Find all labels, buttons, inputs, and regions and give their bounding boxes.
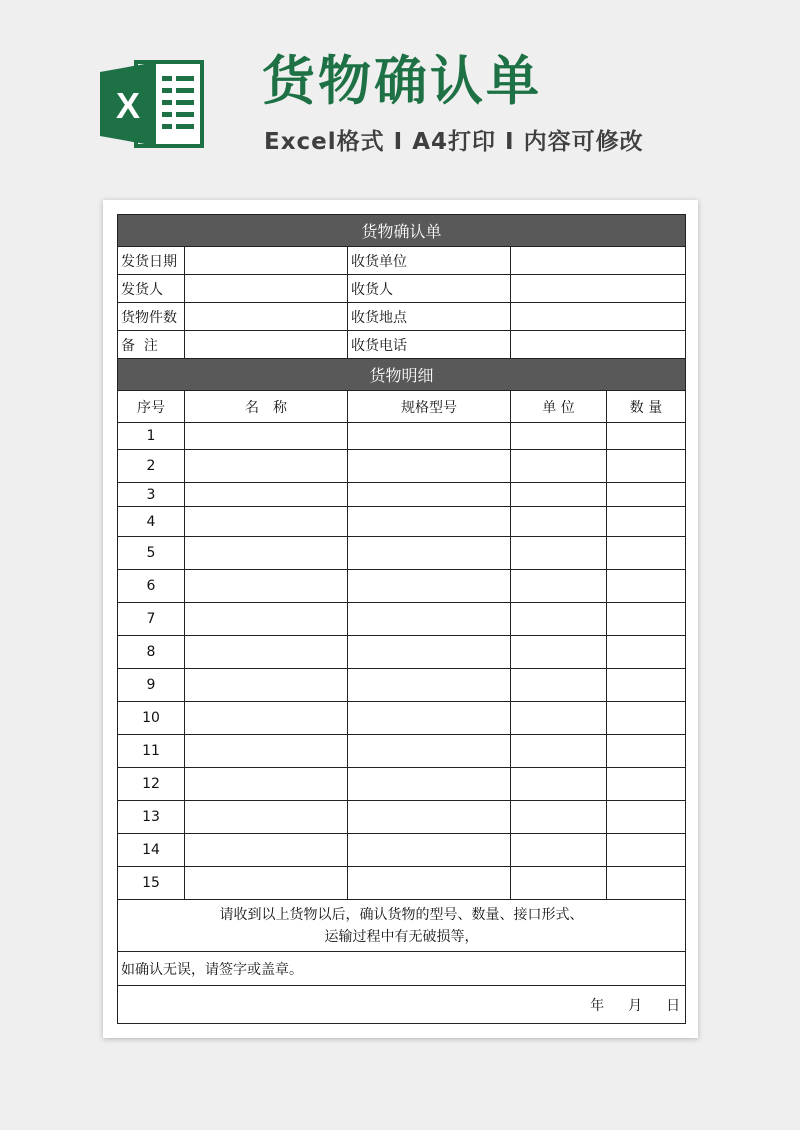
column-header-index: 序号 [118, 391, 185, 423]
item-spec-cell[interactable] [348, 423, 511, 450]
table-row [118, 735, 686, 768]
confirm-row [118, 952, 686, 986]
column-header-row [118, 391, 686, 423]
field-label-item-count: 货物件数 [118, 303, 185, 331]
excel-logo-letter: X [115, 85, 141, 126]
row-number: 3 [118, 483, 185, 507]
item-unit-cell[interactable] [511, 867, 607, 900]
item-name-cell[interactable] [185, 636, 348, 669]
field-value-item-count[interactable] [185, 303, 348, 331]
form-title-row [118, 215, 686, 247]
item-quantity-cell[interactable] [607, 669, 686, 702]
item-spec-cell[interactable] [348, 450, 511, 483]
row-number: 5 [118, 537, 185, 570]
item-spec-cell[interactable] [348, 834, 511, 867]
row-number: 13 [118, 801, 185, 834]
item-name-cell[interactable] [185, 570, 348, 603]
item-unit-cell[interactable] [511, 768, 607, 801]
item-name-cell[interactable] [185, 507, 348, 537]
item-spec-cell[interactable] [348, 867, 511, 900]
item-unit-cell[interactable] [511, 570, 607, 603]
item-quantity-cell[interactable] [607, 834, 686, 867]
page-subtitle: Excel格式 I A4打印 I 内容可修改 [264, 129, 644, 155]
item-unit-cell[interactable] [511, 735, 607, 768]
field-label-receiving-phone: 收货电话 [348, 331, 511, 359]
row-number: 10 [118, 702, 185, 735]
item-name-cell[interactable] [185, 603, 348, 636]
item-quantity-cell[interactable] [607, 867, 686, 900]
note-line-1: 请收到以上货物以后，确认货物的型号、数量、接口形式、 [219, 906, 584, 923]
field-label-remarks: 备 注 [118, 331, 185, 359]
item-quantity-cell[interactable] [607, 507, 686, 537]
table-row [118, 570, 686, 603]
item-spec-cell[interactable] [348, 702, 511, 735]
field-value-remarks[interactable] [185, 331, 348, 359]
table-row [118, 537, 686, 570]
field-value-receiving-address[interactable] [511, 303, 686, 331]
item-spec-cell[interactable] [348, 570, 511, 603]
field-row [118, 303, 686, 331]
item-spec-cell[interactable] [348, 483, 511, 507]
table-row [118, 507, 686, 537]
row-number: 12 [118, 768, 185, 801]
item-quantity-cell[interactable] [607, 603, 686, 636]
item-quantity-cell[interactable] [607, 735, 686, 768]
table-row [118, 867, 686, 900]
detail-rows [118, 423, 686, 900]
table-row [118, 702, 686, 735]
column-header-unit: 单 位 [511, 391, 607, 423]
item-unit-cell[interactable] [511, 450, 607, 483]
item-unit-cell[interactable] [511, 834, 607, 867]
date-row[interactable] [118, 986, 686, 1024]
row-number: 11 [118, 735, 185, 768]
row-number: 1 [118, 423, 185, 450]
field-row [118, 275, 686, 303]
item-quantity-cell[interactable] [607, 483, 686, 507]
item-unit-cell[interactable] [511, 801, 607, 834]
field-label-receiving-unit: 收货单位 [348, 247, 511, 275]
item-name-cell[interactable] [185, 669, 348, 702]
item-spec-cell[interactable] [348, 603, 511, 636]
item-unit-cell[interactable] [511, 702, 607, 735]
row-number: 15 [118, 867, 185, 900]
date-month: 月 [628, 997, 643, 1014]
item-name-cell[interactable] [185, 537, 348, 570]
field-row [118, 331, 686, 359]
confirmation-note [118, 900, 686, 952]
page-title: 货物确认单 [262, 51, 542, 112]
field-value-ship-date[interactable] [185, 247, 348, 275]
excel-logo-icon [100, 58, 204, 150]
field-label-ship-date: 发货日期 [118, 247, 185, 275]
table-row [118, 423, 686, 450]
field-value-receiver[interactable] [511, 275, 686, 303]
detail-title: 货物明细 [118, 359, 686, 391]
table-row [118, 483, 686, 507]
row-number: 9 [118, 669, 185, 702]
item-name-cell[interactable] [185, 768, 348, 801]
row-number: 6 [118, 570, 185, 603]
item-name-cell[interactable] [185, 801, 348, 834]
item-unit-cell[interactable] [511, 603, 607, 636]
column-header-quantity: 数 量 [607, 391, 686, 423]
column-header-name: 名 称 [185, 391, 348, 423]
column-header-spec: 规格型号 [348, 391, 511, 423]
item-quantity-cell[interactable] [607, 801, 686, 834]
item-name-cell[interactable] [185, 423, 348, 450]
table-row [118, 603, 686, 636]
item-name-cell[interactable] [185, 702, 348, 735]
table-row [118, 801, 686, 834]
row-number: 14 [118, 834, 185, 867]
item-spec-cell[interactable] [348, 669, 511, 702]
item-quantity-cell[interactable] [607, 537, 686, 570]
date-year: 年 [590, 997, 605, 1014]
item-spec-cell[interactable] [348, 801, 511, 834]
row-number: 4 [118, 507, 185, 537]
form-sheet [103, 200, 698, 1038]
row-number: 8 [118, 636, 185, 669]
field-value-receiving-unit[interactable] [511, 247, 686, 275]
item-spec-cell[interactable] [348, 636, 511, 669]
item-name-cell[interactable] [185, 483, 348, 507]
confirm-instruction: 如确认无误，请签字或盖章。 [118, 952, 686, 986]
confirmation-table [117, 214, 686, 1024]
item-spec-cell[interactable] [348, 768, 511, 801]
field-label-shipper: 发货人 [118, 275, 185, 303]
item-spec-cell[interactable] [348, 735, 511, 768]
field-label-receiver: 收货人 [348, 275, 511, 303]
item-unit-cell[interactable] [511, 423, 607, 450]
row-number: 7 [118, 603, 185, 636]
field-row [118, 247, 686, 275]
signature-date[interactable] [118, 986, 686, 1024]
item-name-cell[interactable] [185, 735, 348, 768]
item-unit-cell[interactable] [511, 507, 607, 537]
item-quantity-cell[interactable] [607, 450, 686, 483]
row-number: 2 [118, 450, 185, 483]
detail-title-row [118, 359, 686, 391]
item-quantity-cell[interactable] [607, 702, 686, 735]
field-value-receiving-phone[interactable] [511, 331, 686, 359]
item-spec-cell[interactable] [348, 537, 511, 570]
note-line-2: 运输过程中有无破损等， [324, 928, 479, 945]
form-title: 货物确认单 [118, 215, 686, 247]
item-name-cell[interactable] [185, 450, 348, 483]
table-row [118, 834, 686, 867]
item-unit-cell[interactable] [511, 669, 607, 702]
item-unit-cell[interactable] [511, 537, 607, 570]
table-row [118, 669, 686, 702]
date-day: 日 [666, 997, 681, 1014]
note-row [118, 900, 686, 952]
item-quantity-cell[interactable] [607, 768, 686, 801]
item-quantity-cell[interactable] [607, 636, 686, 669]
field-value-shipper[interactable] [185, 275, 348, 303]
item-quantity-cell[interactable] [607, 423, 686, 450]
item-unit-cell[interactable] [511, 636, 607, 669]
item-name-cell[interactable] [185, 834, 348, 867]
table-row [118, 768, 686, 801]
item-unit-cell[interactable] [511, 483, 607, 507]
item-quantity-cell[interactable] [607, 570, 686, 603]
item-name-cell[interactable] [185, 867, 348, 900]
table-row [118, 636, 686, 669]
field-label-receiving-address: 收货地点 [348, 303, 511, 331]
item-spec-cell[interactable] [348, 507, 511, 537]
banner [0, 0, 800, 200]
table-row [118, 450, 686, 483]
